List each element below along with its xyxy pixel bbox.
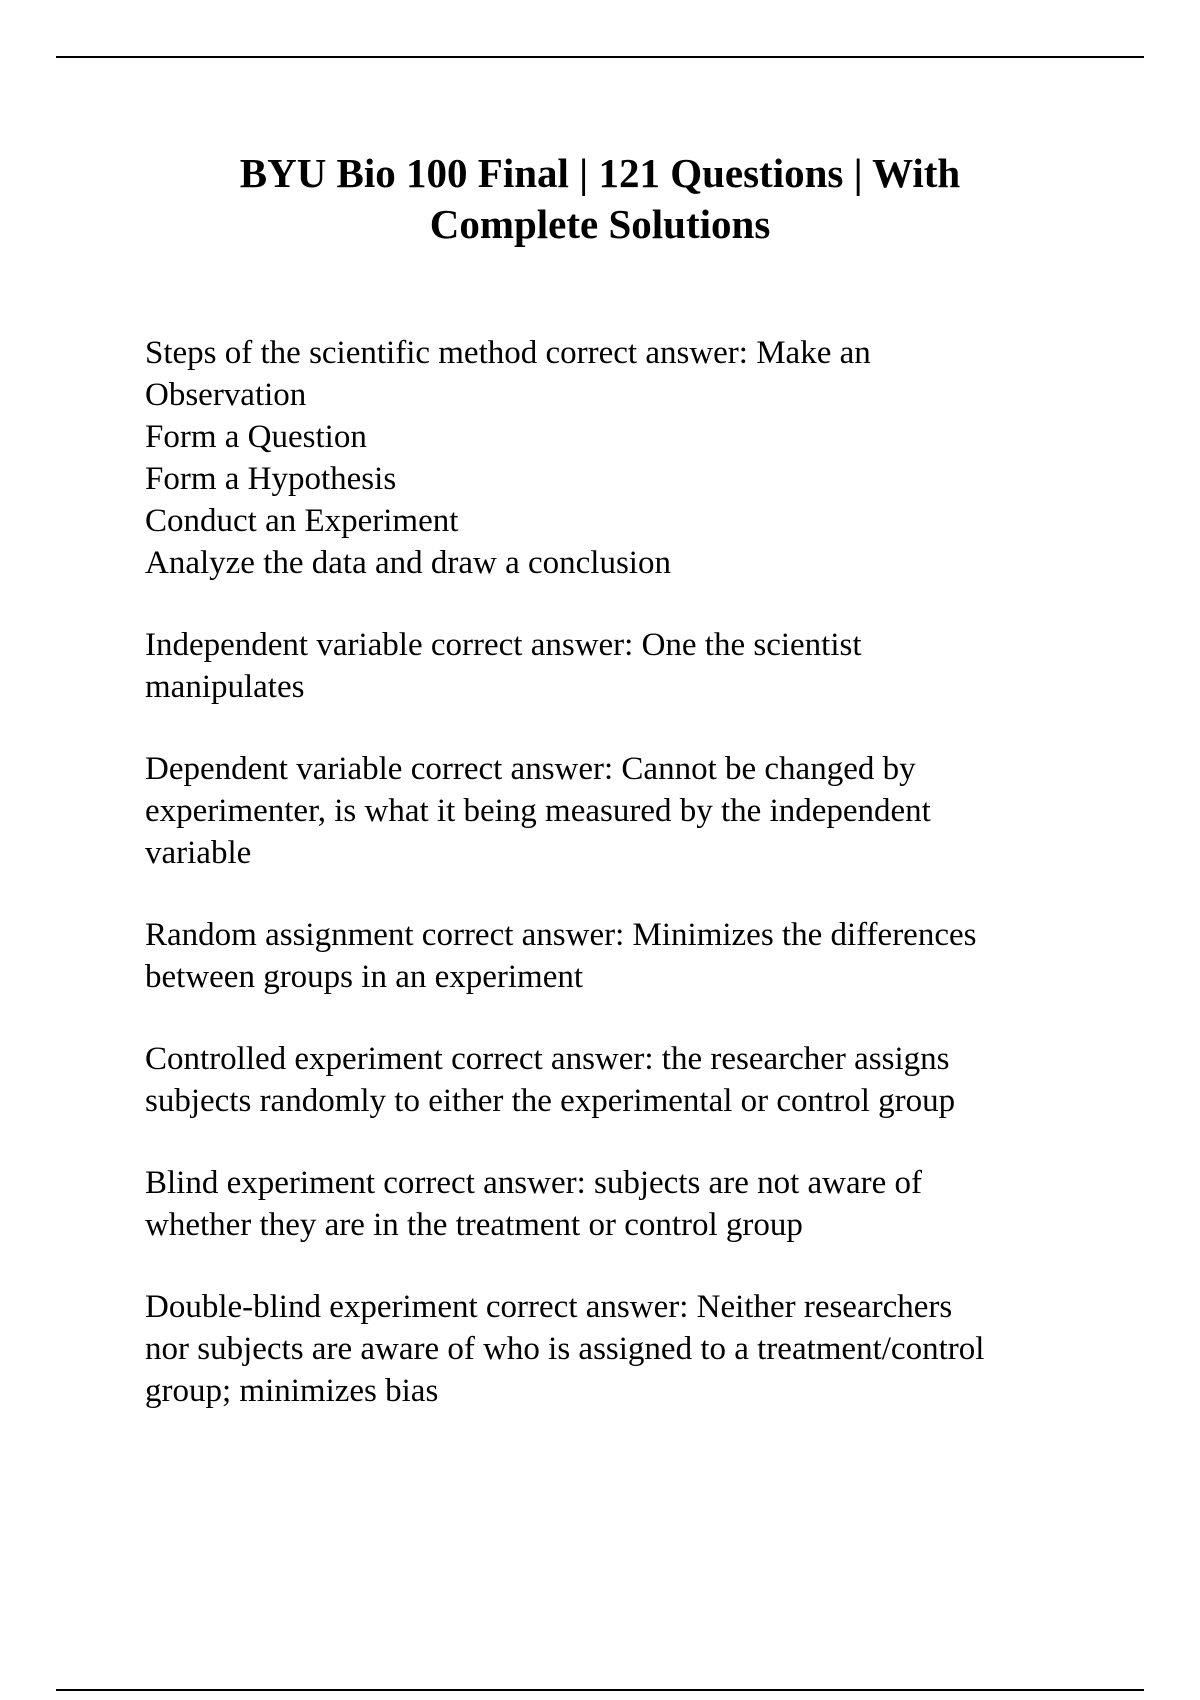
header-rule bbox=[56, 56, 1144, 58]
qa-line: experimenter, is what it being measured by the independent bbox=[145, 793, 931, 829]
qa-line: subjects randomly to either the experimental or control group bbox=[145, 1083, 956, 1119]
qa-line: Independent variable correct answer: One the scientist bbox=[145, 627, 862, 663]
qa-line: between groups in an experiment bbox=[145, 959, 584, 995]
qa-line: Analyze the data and draw a conclusion bbox=[145, 545, 671, 581]
qa-line: Double-blind experiment correct answer: Neither researchers bbox=[145, 1289, 953, 1325]
qa-line: whether they are in the treatment or control group bbox=[145, 1207, 803, 1243]
qa-line: Observation bbox=[145, 377, 307, 413]
qa-line: variable bbox=[145, 835, 252, 871]
qa-entry-blind-experiment bbox=[145, 1162, 1105, 1246]
qa-list bbox=[145, 332, 1105, 1452]
qa-line: Form a Hypothesis bbox=[145, 461, 397, 497]
qa-entry-controlled-experiment bbox=[145, 1038, 1105, 1122]
qa-entry-dependent-variable bbox=[145, 748, 1105, 874]
page-title bbox=[150, 148, 1050, 250]
qa-line: Steps of the scientific method correct answer: Make an bbox=[145, 335, 871, 371]
qa-entry-independent-variable bbox=[145, 624, 1105, 708]
qa-entry-double-blind-experiment bbox=[145, 1286, 1105, 1412]
qa-line: Blind experiment correct answer: subjects are not aware of bbox=[145, 1165, 923, 1201]
qa-line: manipulates bbox=[145, 669, 305, 705]
qa-line: nor subjects are aware of who is assigned to a treatment/control bbox=[145, 1331, 985, 1367]
qa-line: Dependent variable correct answer: Cannot be changed by bbox=[145, 751, 916, 787]
qa-entry-scientific-method bbox=[145, 332, 1105, 584]
page-title-line: BYU Bio 100 Final | 121 Questions | With bbox=[239, 150, 961, 196]
page-title-line: Complete Solutions bbox=[429, 201, 771, 247]
qa-line: group; minimizes bias bbox=[145, 1373, 439, 1409]
qa-line: Controlled experiment correct answer: the researcher assigns bbox=[145, 1041, 950, 1077]
qa-line: Random assignment correct answer: Minimizes the differences bbox=[145, 917, 977, 953]
qa-line: Conduct an Experiment bbox=[145, 503, 459, 539]
qa-line: Form a Question bbox=[145, 419, 367, 455]
qa-entry-random-assignment bbox=[145, 914, 1105, 998]
footer-rule bbox=[56, 1689, 1144, 1691]
